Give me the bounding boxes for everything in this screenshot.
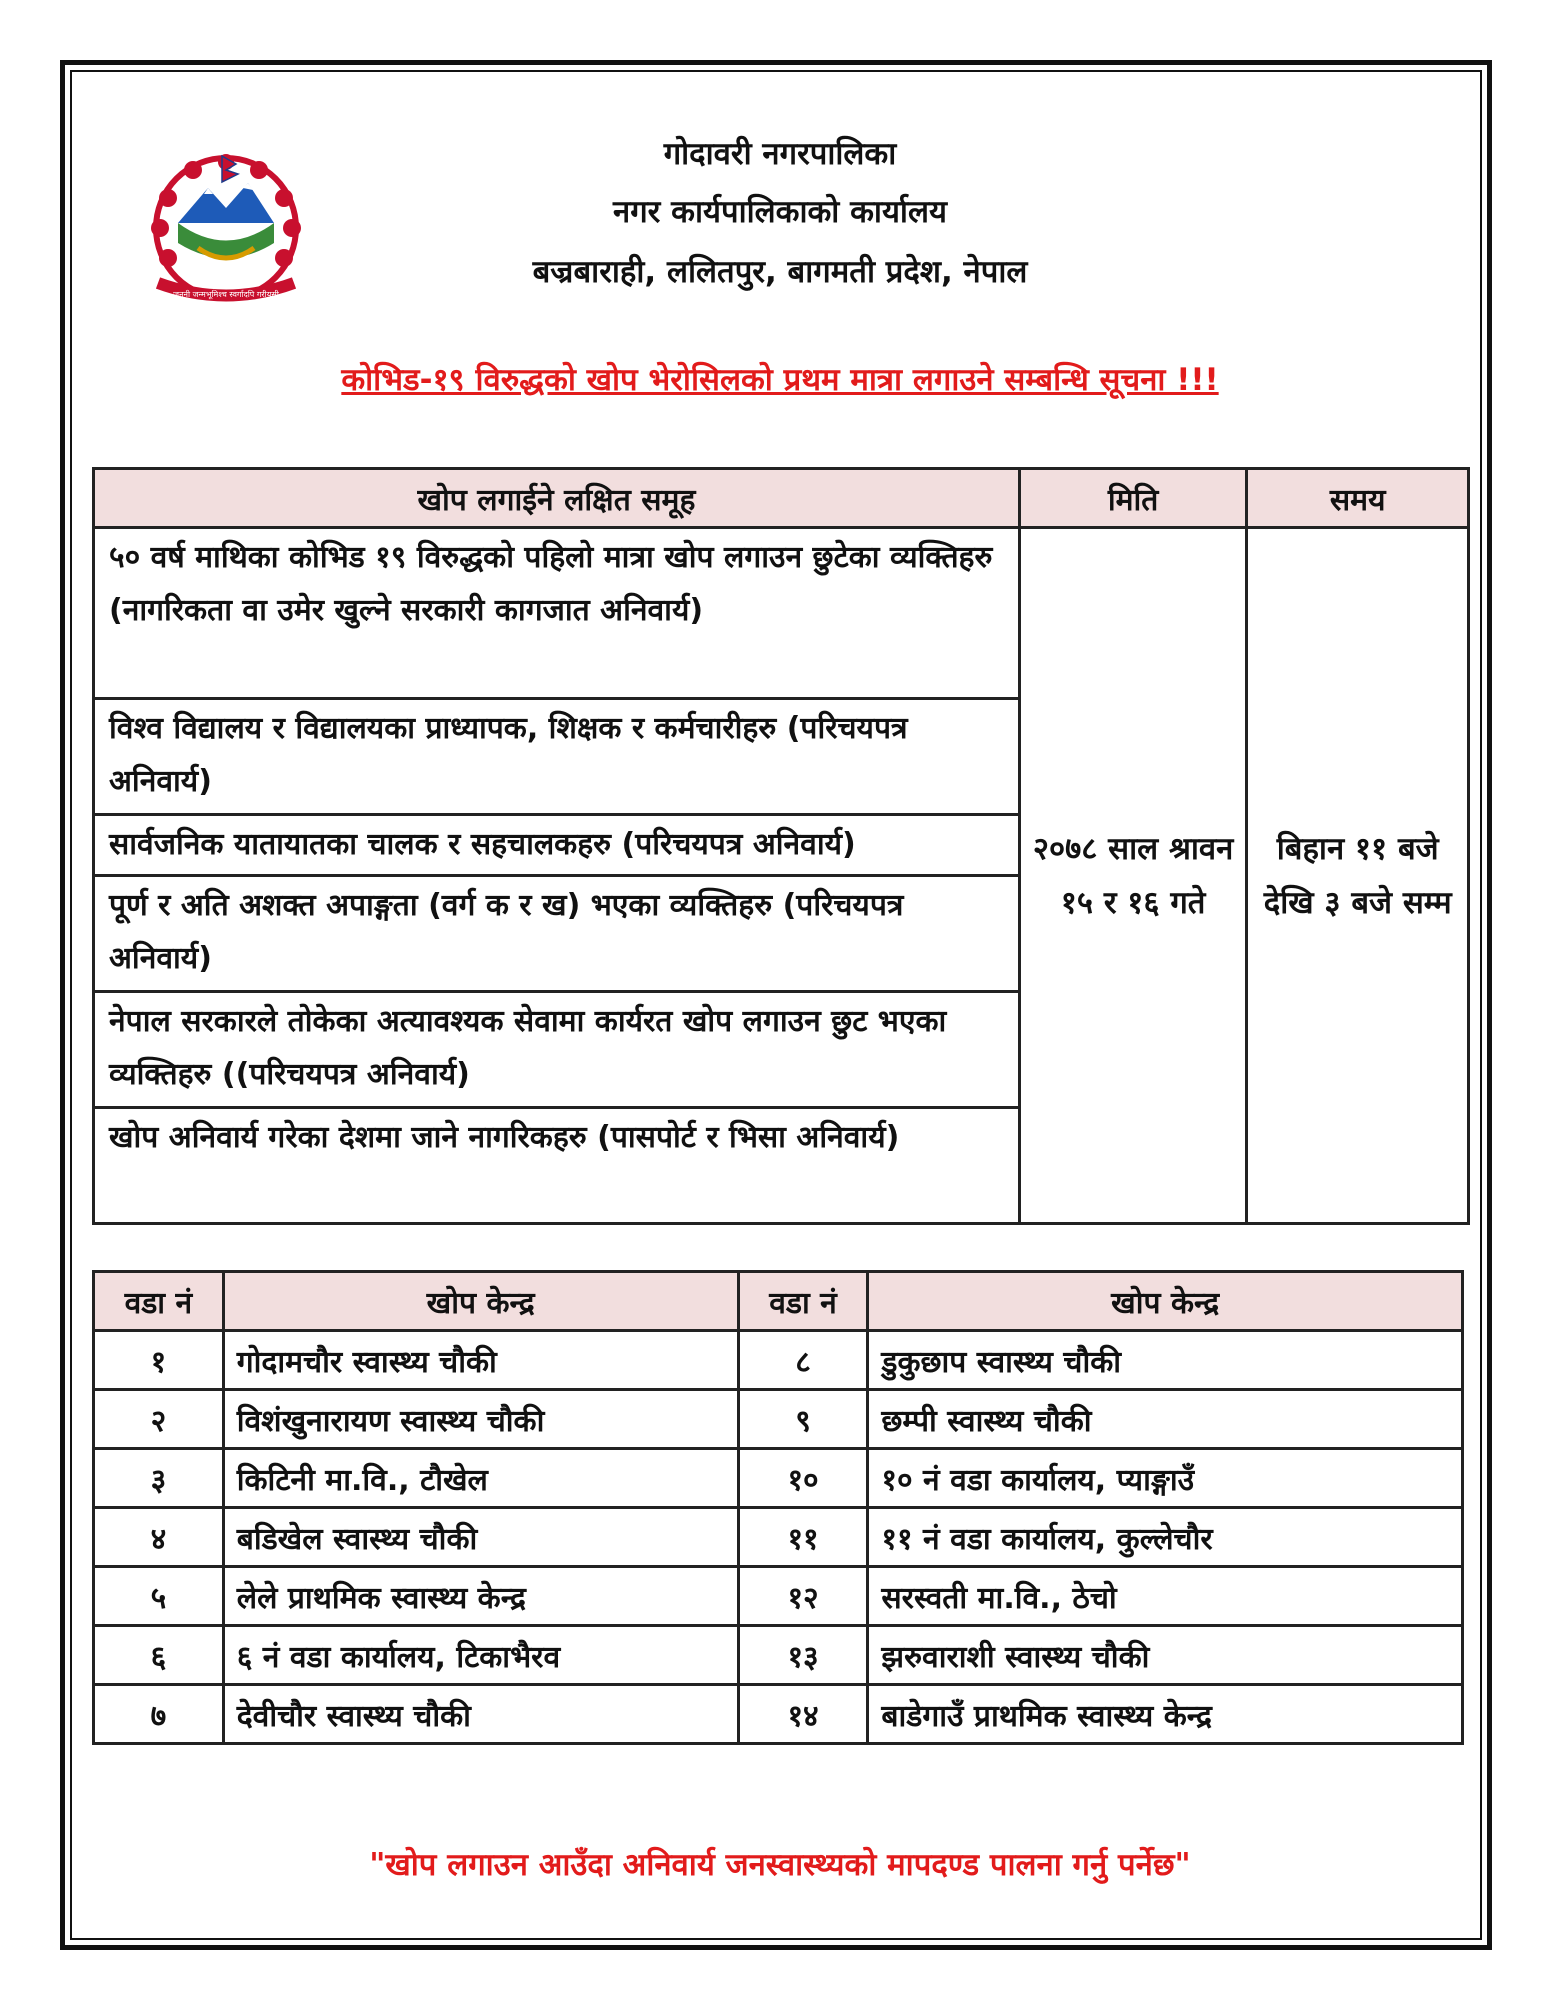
- schedule-header-row: [94, 469, 1469, 528]
- center-name: सरस्वती मा.वि., ठेचो: [868, 1567, 1463, 1626]
- table-row: [94, 1567, 1463, 1626]
- center-name: ११ नं वडा कार्यालय, कुल्लेचौर: [868, 1508, 1463, 1567]
- table-row: [94, 1626, 1463, 1685]
- table-row: [94, 1508, 1463, 1567]
- col-header-ward-no: वडा नं: [94, 1272, 224, 1331]
- table-row: [94, 1685, 1463, 1744]
- center-name: झरुवाराशी स्वास्थ्य चौकी: [868, 1626, 1463, 1685]
- ward-number: १: [94, 1331, 224, 1390]
- schedule-table: [92, 467, 1470, 1225]
- ward-number: ७: [94, 1685, 224, 1744]
- center-name: विशंखुनारायण स्वास्थ्य चौकी: [223, 1390, 738, 1449]
- center-name: देवीचौर स्वास्थ्य चौकी: [223, 1685, 738, 1744]
- table-row: [94, 528, 1469, 699]
- col-header-date: मिति: [1019, 469, 1247, 528]
- ward-number: ८: [738, 1331, 868, 1390]
- center-name: लेले प्राथमिक स्वास्थ्य केन्द्र: [223, 1567, 738, 1626]
- centers-header-row: [94, 1272, 1463, 1331]
- target-group: नेपाल सरकारले तोकेका अत्यावश्यक सेवामा कार्यरत खोप लगाउन छुट भएका व्यक्तिहरु ((परिचयपत्र अनिवार्य): [94, 992, 1020, 1108]
- center-name: बाडेगाउँ प्राथमिक स्वास्थ्य केन्द्र: [868, 1685, 1463, 1744]
- ward-number: १०: [738, 1449, 868, 1508]
- center-name: १० नं वडा कार्यालय, प्याङ्गाउँ: [868, 1449, 1463, 1508]
- center-name: गोदामचौर स्वास्थ्य चौकी: [223, 1331, 738, 1390]
- office-address: बज्रबाराही, ललितपुर, बागमती प्रदेश, नेपाल: [532, 254, 1028, 290]
- ward-number: २: [94, 1390, 224, 1449]
- table-row: [94, 1331, 1463, 1390]
- target-group: खोप अनिवार्य गरेका देशमा जाने नागरिकहरु (पासपोर्ट र भिसा अनिवार्य): [94, 1108, 1020, 1224]
- table-row: [94, 1390, 1463, 1449]
- vaccination-centers-table: [92, 1270, 1464, 1745]
- col-header-center: खोप केन्द्र: [868, 1272, 1463, 1331]
- office-subtitle: नगर कार्यपालिकाको कार्यालय: [613, 194, 947, 230]
- ward-number: १३: [738, 1626, 868, 1685]
- col-header-time: समय: [1247, 469, 1469, 528]
- ward-number: ११: [738, 1508, 868, 1567]
- col-header-ward-no: वडा नं: [738, 1272, 868, 1331]
- ward-number: ६: [94, 1626, 224, 1685]
- footer-quote: "खोप लगाउन आउँदा अनिवार्य जनस्वास्थ्यको मापदण्ड पालना गर्नु पर्नेछ": [369, 1847, 1191, 1883]
- ward-number: ४: [94, 1508, 224, 1567]
- notice-title: कोभिड-१९ विरुद्धको खोप भेरोसिलको प्रथम मात्रा लगाउने सम्बन्धि सूचना !!!: [341, 362, 1219, 398]
- target-group: ५० वर्ष माथिका कोभिड १९ विरुद्धको पहिलो मात्रा खोप लगाउन छुटेका व्यक्तिहरु (नागरिकता वा उमेर खुल्ने सरकारी कागजात अनिवार्य): [94, 528, 1020, 699]
- center-name: किटिनी मा.वि., टौखेल: [223, 1449, 738, 1508]
- ward-number: ९: [738, 1390, 868, 1449]
- ward-number: ५: [94, 1567, 224, 1626]
- center-name: छम्पी स्वास्थ्य चौकी: [868, 1390, 1463, 1449]
- nepal-emblem-icon: [138, 148, 314, 308]
- center-name: ६ नं वडा कार्यालय, टिकाभैरव: [223, 1626, 738, 1685]
- ward-number: १४: [738, 1685, 868, 1744]
- emblem-motto: जननी जन्मभूमिश्च स्वर्गादपि गरीयसी: [173, 290, 279, 299]
- target-group: विश्व विद्यालय र विद्यालयका प्राध्यापक, शिक्षक र कर्मचारीहरु (परिचयपत्र अनिवार्य): [94, 699, 1020, 815]
- ward-number: ३: [94, 1449, 224, 1508]
- vaccination-time: बिहान ११ बजे देखि ३ बजे सम्म: [1247, 528, 1469, 1224]
- col-header-target-group: खोप लगाईने लक्षित समूह: [94, 469, 1020, 528]
- center-name: बडिखेल स्वास्थ्य चौकी: [223, 1508, 738, 1567]
- table-row: [94, 1449, 1463, 1508]
- ward-number: १२: [738, 1567, 868, 1626]
- center-name: डुकुछाप स्वास्थ्य चौकी: [868, 1331, 1463, 1390]
- target-group: पूर्ण र अति अशक्त अपाङ्गता (वर्ग क र ख) भएका व्यक्तिहरु (परिचयपत्र अनिवार्य): [94, 876, 1020, 992]
- target-group: सार्वजनिक यातायातका चालक र सहचालकहरु (परिचयपत्र अनिवार्य): [94, 815, 1020, 876]
- col-header-center: खोप केन्द्र: [223, 1272, 738, 1331]
- vaccination-date: २०७८ साल श्रावन १५ र १६ गते: [1019, 528, 1247, 1224]
- office-name: गोदावरी नगरपालिका: [663, 136, 897, 172]
